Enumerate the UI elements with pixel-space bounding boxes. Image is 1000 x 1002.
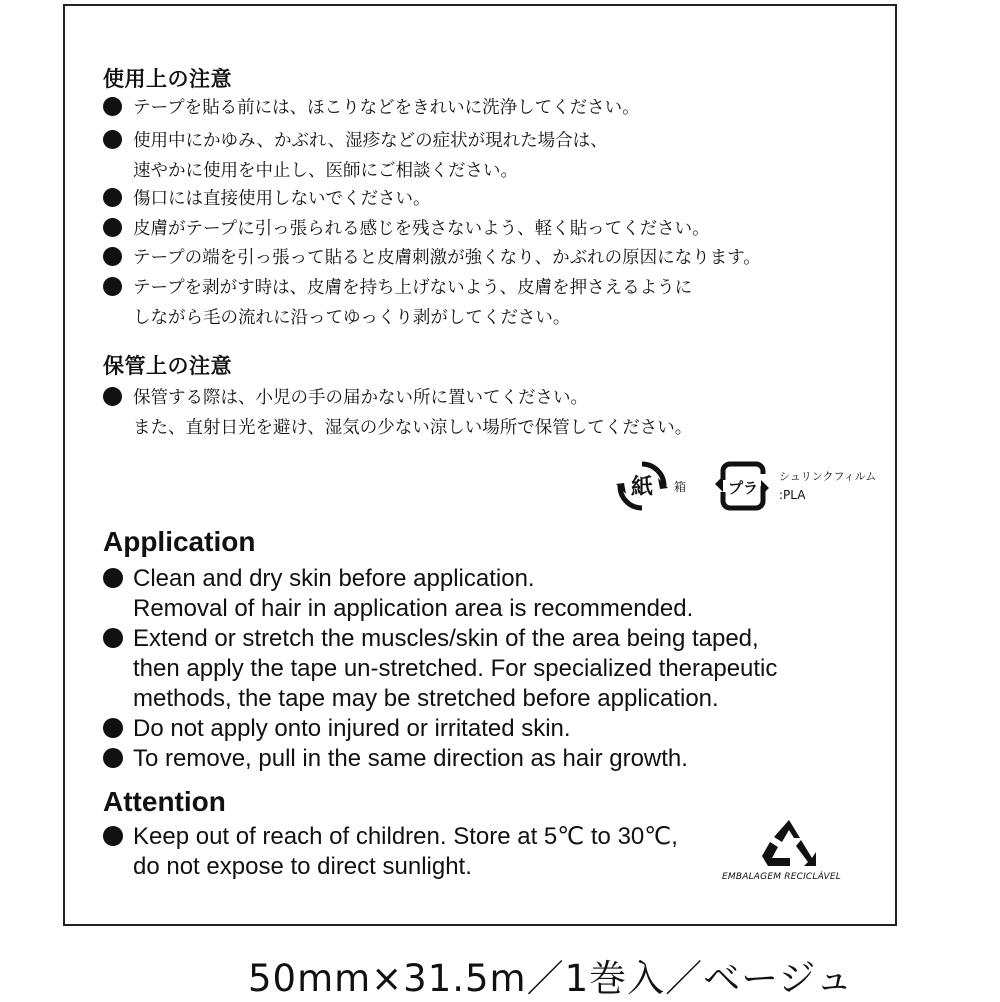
storage-caution-item: 保管する際は、小児の手の届かない所に置いてください。 また、直射日光を避け、湿気の少ない涼しい場所で保管してください。 [103, 383, 692, 443]
bullet-icon [103, 826, 123, 846]
plastic-mark-label: シュリンクフィルム [779, 470, 877, 483]
attention-item: Keep out of reach of children. Store at 5℃ to 30℃, do not expose to direct sunlight. [103, 822, 678, 882]
paper-recycle-icon [614, 458, 670, 514]
plastic-material-label: :PLA [779, 488, 806, 502]
bullet-icon [103, 277, 122, 296]
bullet-icon [103, 568, 123, 588]
usage-caution-item: 傷口には直接使用しないでください。 [103, 184, 431, 214]
bullet-icon [103, 218, 122, 237]
product-spec: 50mm×31.5m／1巻入／ベージュ [248, 957, 854, 1000]
bullet-icon [103, 718, 123, 738]
usage-caution-item: 使用中にかゆみ、かぶれ、湿疹などの症状が現れた場合は、 速やかに使用を中止し、医師にご相談ください。 [103, 126, 608, 186]
bullet-icon [103, 387, 122, 406]
application-heading: Application [103, 526, 256, 557]
bullet-icon [103, 97, 122, 116]
paper-mark-label: 箱 [674, 480, 687, 494]
application-item: Do not apply onto injured or irritated skin. [103, 714, 571, 744]
bullet-icon [103, 188, 122, 207]
bullet-icon [103, 748, 123, 768]
bullet-icon [103, 247, 122, 266]
paper-symbol: 紙 [630, 475, 654, 500]
recyclable-packaging-caption: EMBALAGEM RECICLÁVEL [722, 872, 841, 882]
usage-caution-item: テープの端を引っ張って貼ると皮膚刺激が強くなり、かぶれの原因になります。 [103, 243, 761, 273]
plastic-symbol: プラ [727, 479, 759, 497]
storage-cautions-heading: 保管上の注意 [103, 354, 232, 378]
bullet-icon [103, 628, 123, 648]
usage-cautions-heading: 使用上の注意 [103, 67, 232, 91]
application-item: To remove, pull in the same direction as hair growth. [103, 744, 688, 774]
bullet-icon [103, 130, 122, 149]
usage-caution-item: テープを貼る前には、ほこりなどをきれいに洗浄してください。 [103, 93, 640, 123]
recycle-triangle-icon [760, 818, 818, 870]
plastic-recycle-icon [713, 458, 771, 514]
application-item: Extend or stretch the muscles/skin of the area being taped, then apply the tape un-stretched. For specialized therapeutic methods, the tape may be stretched before application. [103, 624, 777, 714]
usage-caution-item: テープを剥がす時は、皮膚を持ち上げないよう、皮膚を押さえるように しながら毛の流れに沿ってゆっくり剥がしてください。 [103, 273, 692, 333]
attention-heading: Attention [103, 786, 226, 817]
application-item: Clean and dry skin before application. Removal of hair in application area is recommended. [103, 564, 693, 624]
usage-caution-item: 皮膚がテープに引っ張られる感じを残さないよう、軽く貼ってください。 [103, 214, 710, 244]
